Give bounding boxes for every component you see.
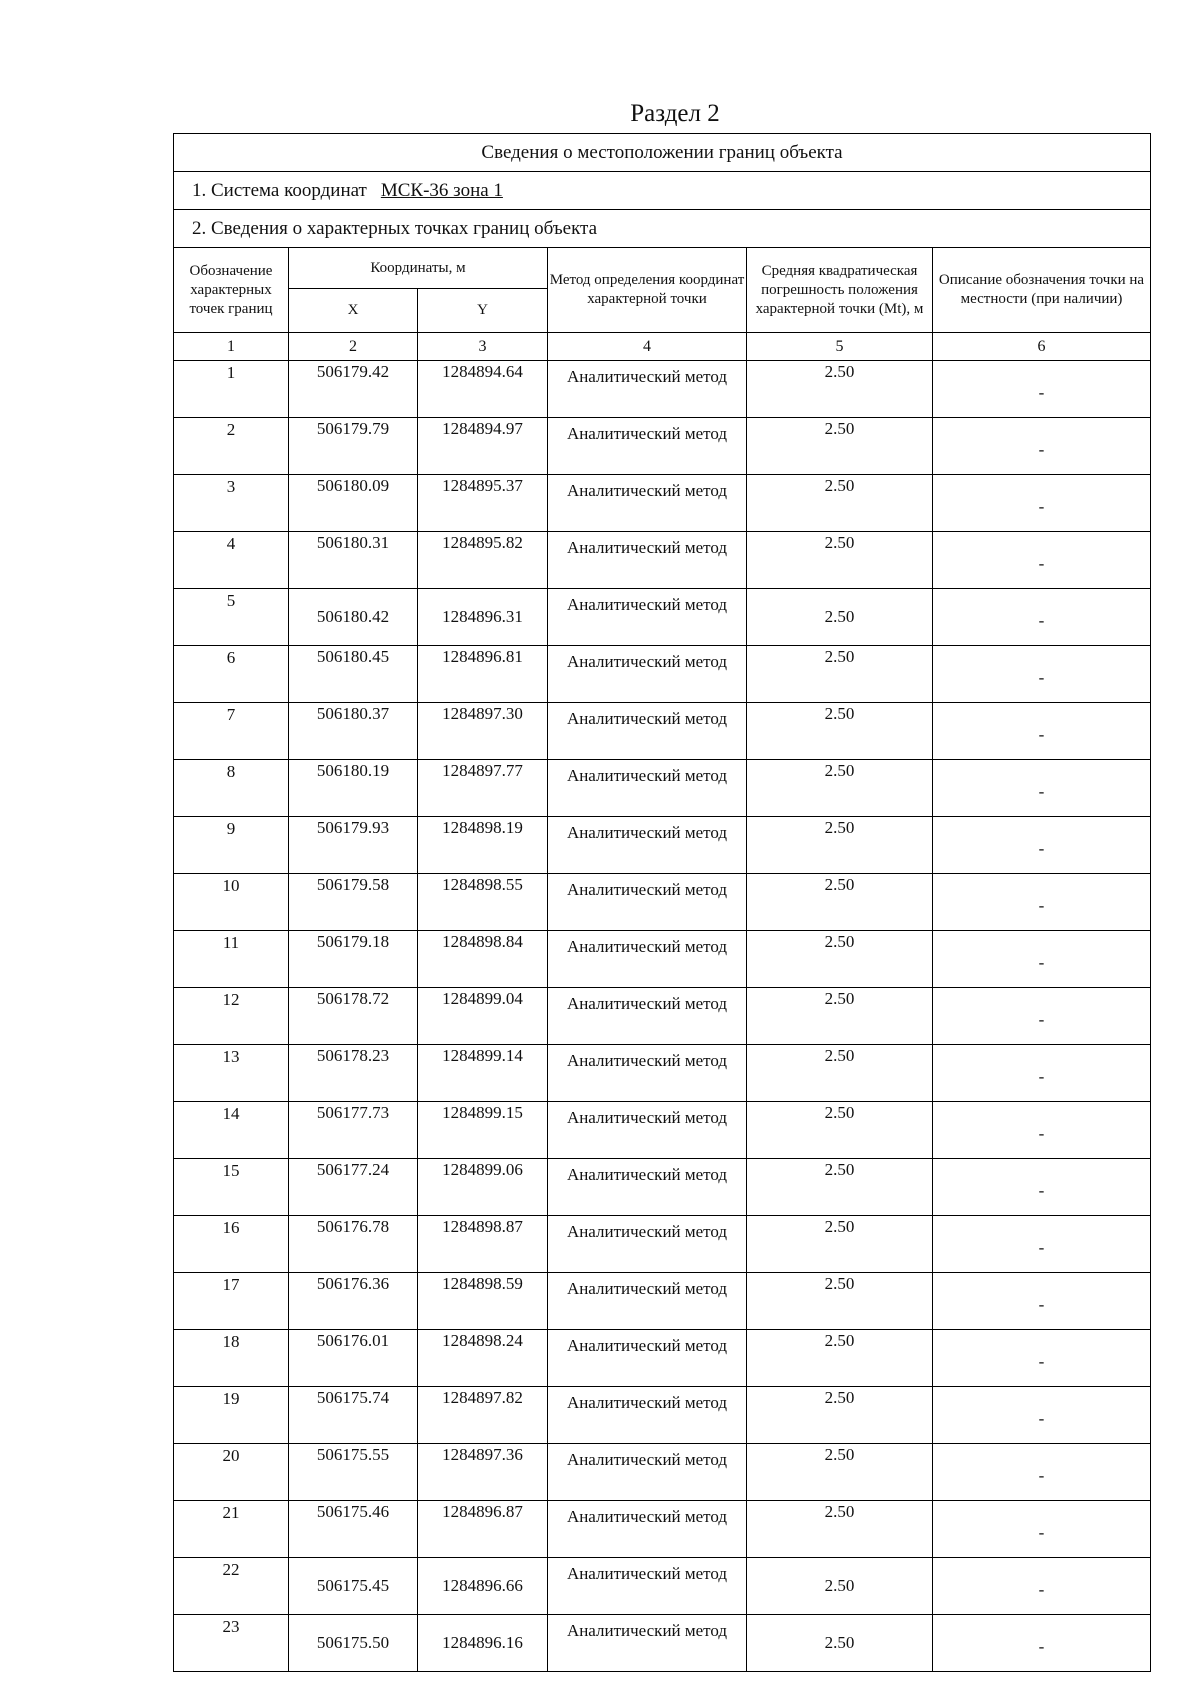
header-coordinates: Координаты, м xyxy=(289,248,548,289)
coord-system-value: МСК-36 зона 1 xyxy=(380,179,503,201)
method-cell: Аналитический метод xyxy=(548,931,747,988)
y-coordinate-cell: 1284897.82 xyxy=(418,1387,548,1444)
accuracy-cell: 2.50 xyxy=(747,1102,933,1159)
y-coordinate-cell: 1284896.31 xyxy=(418,589,548,646)
method-cell: Аналитический метод xyxy=(548,1444,747,1501)
x-coordinate-cell: 506178.72 xyxy=(289,988,418,1045)
description-cell: - xyxy=(933,817,1151,874)
column-number: 6 xyxy=(933,333,1151,361)
accuracy-cell: 2.50 xyxy=(747,1444,933,1501)
accuracy-cell: 2.50 xyxy=(747,361,933,418)
x-coordinate-cell: 506175.50 xyxy=(289,1615,418,1672)
point-number-cell: 18 xyxy=(174,1330,289,1387)
method-cell: Аналитический метод xyxy=(548,874,747,931)
accuracy-cell: 2.50 xyxy=(747,589,933,646)
point-number-cell: 23 xyxy=(174,1615,289,1672)
method-cell: Аналитический метод xyxy=(548,703,747,760)
method-cell: Аналитический метод xyxy=(548,817,747,874)
description-cell: - xyxy=(933,931,1151,988)
description-cell: - xyxy=(933,1102,1151,1159)
points-heading: 2. Сведения о характерных точках границ объекта xyxy=(174,210,1151,248)
x-coordinate-cell: 506179.58 xyxy=(289,874,418,931)
point-number-cell: 19 xyxy=(174,1387,289,1444)
point-number-cell: 22 xyxy=(174,1558,289,1615)
column-number: 4 xyxy=(548,333,747,361)
x-coordinate-cell: 506179.42 xyxy=(289,361,418,418)
header-description: Описание обозначения точки на местности (при наличии) xyxy=(933,248,1151,333)
header-method: Метод определения координат характерной точки xyxy=(548,248,747,333)
table-row xyxy=(174,1045,1151,1102)
table-row xyxy=(174,361,1151,418)
accuracy-cell: 2.50 xyxy=(747,475,933,532)
description-cell: - xyxy=(933,1558,1151,1615)
method-cell: Аналитический метод xyxy=(548,1216,747,1273)
point-number-cell: 12 xyxy=(174,988,289,1045)
header-point: Обозначение характерных точек границ xyxy=(174,248,289,333)
x-coordinate-cell: 506177.73 xyxy=(289,1102,418,1159)
table-row xyxy=(174,1216,1151,1273)
y-coordinate-cell: 1284898.59 xyxy=(418,1273,548,1330)
y-coordinate-cell: 1284896.16 xyxy=(418,1615,548,1672)
y-coordinate-cell: 1284898.24 xyxy=(418,1330,548,1387)
x-coordinate-cell: 506179.93 xyxy=(289,817,418,874)
accuracy-cell: 2.50 xyxy=(747,1045,933,1102)
column-number: 3 xyxy=(418,333,548,361)
x-coordinate-cell: 506177.24 xyxy=(289,1159,418,1216)
x-coordinate-cell: 506180.19 xyxy=(289,760,418,817)
table-row xyxy=(174,532,1151,589)
point-number-cell: 15 xyxy=(174,1159,289,1216)
accuracy-cell: 2.50 xyxy=(747,931,933,988)
description-cell: - xyxy=(933,760,1151,817)
table-title: Сведения о местоположении границ объекта xyxy=(174,134,1151,172)
x-coordinate-cell: 506180.45 xyxy=(289,646,418,703)
x-coordinate-cell: 506175.55 xyxy=(289,1444,418,1501)
point-number-cell: 11 xyxy=(174,931,289,988)
method-cell: Аналитический метод xyxy=(548,532,747,589)
x-coordinate-cell: 506179.79 xyxy=(289,418,418,475)
point-number-cell: 13 xyxy=(174,1045,289,1102)
x-coordinate-cell: 506175.45 xyxy=(289,1558,418,1615)
x-coordinate-cell: 506176.78 xyxy=(289,1216,418,1273)
accuracy-cell: 2.50 xyxy=(747,760,933,817)
description-cell: - xyxy=(933,1501,1151,1558)
accuracy-cell: 2.50 xyxy=(747,1273,933,1330)
description-cell: - xyxy=(933,589,1151,646)
y-coordinate-cell: 1284898.19 xyxy=(418,817,548,874)
accuracy-cell: 2.50 xyxy=(747,1501,933,1558)
section-title: Раздел 2 xyxy=(630,100,720,127)
description-cell: - xyxy=(933,988,1151,1045)
point-number-cell: 16 xyxy=(174,1216,289,1273)
table-row xyxy=(174,817,1151,874)
boundary-points-table xyxy=(173,133,1151,1672)
point-number-cell: 7 xyxy=(174,703,289,760)
table-row xyxy=(174,1501,1151,1558)
point-number-cell: 21 xyxy=(174,1501,289,1558)
description-cell: - xyxy=(933,361,1151,418)
y-coordinate-cell: 1284899.06 xyxy=(418,1159,548,1216)
point-number-cell: 14 xyxy=(174,1102,289,1159)
x-coordinate-cell: 506179.18 xyxy=(289,931,418,988)
table-row xyxy=(174,475,1151,532)
accuracy-cell: 2.50 xyxy=(747,1330,933,1387)
coord-system-label: 1. Система координат xyxy=(192,179,367,201)
y-coordinate-cell: 1284899.14 xyxy=(418,1045,548,1102)
y-coordinate-cell: 1284897.77 xyxy=(418,760,548,817)
y-coordinate-cell: 1284895.82 xyxy=(418,532,548,589)
description-cell: - xyxy=(933,1444,1151,1501)
x-coordinate-cell: 506180.37 xyxy=(289,703,418,760)
y-coordinate-cell: 1284895.37 xyxy=(418,475,548,532)
accuracy-cell: 2.50 xyxy=(747,874,933,931)
table-row xyxy=(174,589,1151,646)
description-cell: - xyxy=(933,703,1151,760)
accuracy-cell: 2.50 xyxy=(747,646,933,703)
point-number-cell: 17 xyxy=(174,1273,289,1330)
description-cell: - xyxy=(933,1159,1151,1216)
column-number: 1 xyxy=(174,333,289,361)
accuracy-cell: 2.50 xyxy=(747,1387,933,1444)
point-number-cell: 2 xyxy=(174,418,289,475)
accuracy-cell: 2.50 xyxy=(747,1558,933,1615)
method-cell: Аналитический метод xyxy=(548,418,747,475)
description-cell: - xyxy=(933,874,1151,931)
method-cell: Аналитический метод xyxy=(548,1615,747,1672)
header-accuracy: Средняя квадратическая погрешность положения характерной точки (Mt), м xyxy=(747,248,933,333)
column-number: 5 xyxy=(747,333,933,361)
table-row xyxy=(174,931,1151,988)
point-number-cell: 3 xyxy=(174,475,289,532)
method-cell: Аналитический метод xyxy=(548,1330,747,1387)
column-numbers-row xyxy=(174,333,1151,361)
accuracy-cell: 2.50 xyxy=(747,1615,933,1672)
accuracy-cell: 2.50 xyxy=(747,1159,933,1216)
method-cell: Аналитический метод xyxy=(548,589,747,646)
method-cell: Аналитический метод xyxy=(548,475,747,532)
x-coordinate-cell: 506176.36 xyxy=(289,1273,418,1330)
point-number-cell: 10 xyxy=(174,874,289,931)
table-row xyxy=(174,1558,1151,1615)
table-row xyxy=(174,1387,1151,1444)
x-coordinate-cell: 506175.74 xyxy=(289,1387,418,1444)
point-number-cell: 5 xyxy=(174,589,289,646)
description-cell: - xyxy=(933,1216,1151,1273)
header-x: X xyxy=(289,289,418,333)
description-cell: - xyxy=(933,1387,1151,1444)
description-cell: - xyxy=(933,1615,1151,1672)
table-row xyxy=(174,1273,1151,1330)
y-coordinate-cell: 1284897.30 xyxy=(418,703,548,760)
table-row xyxy=(174,418,1151,475)
points-table-body xyxy=(174,361,1151,1672)
accuracy-cell: 2.50 xyxy=(747,817,933,874)
method-cell: Аналитический метод xyxy=(548,361,747,418)
point-number-cell: 20 xyxy=(174,1444,289,1501)
y-coordinate-cell: 1284899.15 xyxy=(418,1102,548,1159)
point-number-cell: 8 xyxy=(174,760,289,817)
x-coordinate-cell: 506180.42 xyxy=(289,589,418,646)
point-number-cell: 6 xyxy=(174,646,289,703)
y-coordinate-cell: 1284898.84 xyxy=(418,931,548,988)
header-y: Y xyxy=(418,289,548,333)
method-cell: Аналитический метод xyxy=(548,1045,747,1102)
description-cell: - xyxy=(933,532,1151,589)
accuracy-cell: 2.50 xyxy=(747,988,933,1045)
table-row xyxy=(174,1102,1151,1159)
y-coordinate-cell: 1284894.64 xyxy=(418,361,548,418)
y-coordinate-cell: 1284897.36 xyxy=(418,1444,548,1501)
method-cell: Аналитический метод xyxy=(548,988,747,1045)
method-cell: Аналитический метод xyxy=(548,1501,747,1558)
description-cell: - xyxy=(933,475,1151,532)
x-coordinate-cell: 506178.23 xyxy=(289,1045,418,1102)
method-cell: Аналитический метод xyxy=(548,1102,747,1159)
method-cell: Аналитический метод xyxy=(548,760,747,817)
point-number-cell: 9 xyxy=(174,817,289,874)
table-row xyxy=(174,646,1151,703)
table-row xyxy=(174,874,1151,931)
x-coordinate-cell: 506175.46 xyxy=(289,1501,418,1558)
method-cell: Аналитический метод xyxy=(548,1159,747,1216)
x-coordinate-cell: 506180.09 xyxy=(289,475,418,532)
y-coordinate-cell: 1284896.81 xyxy=(418,646,548,703)
method-cell: Аналитический метод xyxy=(548,646,747,703)
table-row xyxy=(174,988,1151,1045)
y-coordinate-cell: 1284894.97 xyxy=(418,418,548,475)
column-number: 2 xyxy=(289,333,418,361)
table-row xyxy=(174,703,1151,760)
description-cell: - xyxy=(933,1273,1151,1330)
description-cell: - xyxy=(933,646,1151,703)
coord-system-row xyxy=(174,172,1151,210)
y-coordinate-cell: 1284898.87 xyxy=(418,1216,548,1273)
method-cell: Аналитический метод xyxy=(548,1558,747,1615)
method-cell: Аналитический метод xyxy=(548,1387,747,1444)
description-cell: - xyxy=(933,1330,1151,1387)
point-number-cell: 1 xyxy=(174,361,289,418)
method-cell: Аналитический метод xyxy=(548,1273,747,1330)
point-number-cell: 4 xyxy=(174,532,289,589)
y-coordinate-cell: 1284899.04 xyxy=(418,988,548,1045)
table-row xyxy=(174,1330,1151,1387)
y-coordinate-cell: 1284898.55 xyxy=(418,874,548,931)
description-cell: - xyxy=(933,418,1151,475)
description-cell: - xyxy=(933,1045,1151,1102)
accuracy-cell: 2.50 xyxy=(747,532,933,589)
y-coordinate-cell: 1284896.66 xyxy=(418,1558,548,1615)
accuracy-cell: 2.50 xyxy=(747,1216,933,1273)
table-row xyxy=(174,1159,1151,1216)
y-coordinate-cell: 1284896.87 xyxy=(418,1501,548,1558)
x-coordinate-cell: 506180.31 xyxy=(289,532,418,589)
table-row xyxy=(174,760,1151,817)
x-coordinate-cell: 506176.01 xyxy=(289,1330,418,1387)
accuracy-cell: 2.50 xyxy=(747,703,933,760)
accuracy-cell: 2.50 xyxy=(747,418,933,475)
table-row xyxy=(174,1615,1151,1672)
table-row xyxy=(174,1444,1151,1501)
